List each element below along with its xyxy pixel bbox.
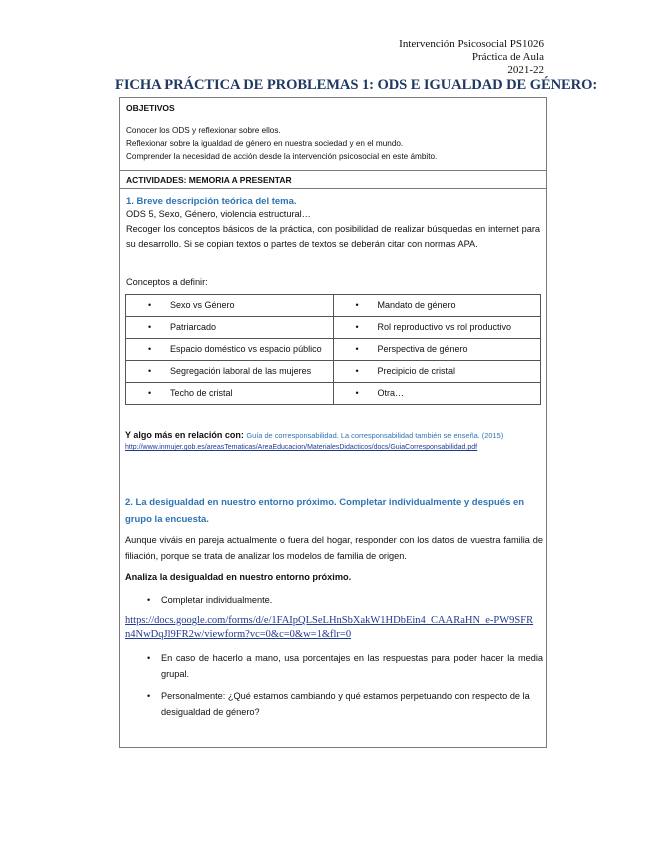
academic-year: 2021-22: [507, 64, 544, 76]
table-row: [126, 317, 541, 339]
practice-type: Práctica de Aula: [471, 51, 544, 63]
objectives-heading: OBJETIVOS: [126, 103, 175, 113]
list-item: • Personalmente: ¿Qué estamos cambiando y qué estamos perpetuando con respecto de la desigualdad de género?: [147, 691, 530, 717]
extra-source: Guía de corresponsabilidad. La corresponsabilidad también se enseña. (2015): [246, 431, 504, 440]
section-2-analiza: Analiza la desigualdad en nuestro entorno próximo.: [125, 572, 352, 582]
page-title: FICHA PRÁCTICA DE PROBLEMAS 1: ODS E IGUALDAD DE GÉNERO:: [115, 77, 598, 93]
table-cell: • Precipicio de cristal: [333, 361, 541, 383]
extra-prefix: Y algo más en relación con:: [125, 430, 247, 440]
concepts-label: Conceptos a definir:: [126, 277, 208, 287]
table-cell: • Perspectiva de género: [333, 339, 541, 361]
objectives-list: [126, 124, 540, 163]
table-cell: • Mandato de género: [333, 295, 541, 317]
list-item: • En caso de hacerlo a mano, usa porcentajes en las respuestas para poder hacer la media grupal.: [147, 653, 543, 679]
guide-link[interactable]: http://www.inmujer.gob.es/areasTematicas/AreaEducacion/MaterialesDidacticos/docs/GuiaCorresponsabilidad.pdf: [125, 444, 478, 451]
table-cell: • Techo de cristal: [126, 383, 334, 405]
section-2-text: Aunque viváis en pareja actualmente o fuera del hogar, responder con los datos de vuestra familia de filiación, porque se trata de analizar los modelos de familia de origen.: [125, 535, 543, 561]
table-cell: • Patriarcado: [126, 317, 334, 339]
list-item: • Completar individualmente.: [147, 595, 273, 605]
survey-form-link[interactable]: https://docs.google.com/forms/d/e/1FAIpQLSeLHnSbXakW1HDbEin4_CAARaHN_e-PW9SFRn4NwDqJl9FR2w/viewform?vc=0&c=0&w=1&flr=0: [125, 615, 534, 640]
objectives-box: [119, 97, 547, 171]
objective-item: Reflexionar sobre la igualdad de género en nuestra sociedad y en el mundo.: [126, 139, 404, 148]
table-row: [126, 361, 541, 383]
objective-item: Comprender la necesidad de acción desde la intervención psicosocial en este ámbito.: [126, 152, 438, 161]
table-row: [126, 383, 541, 405]
table-cell: • Sexo vs Género: [126, 295, 334, 317]
objective-item: Conocer los ODS y reflexionar sobre ellos.: [126, 126, 281, 135]
table-cell: • Otra…: [333, 383, 541, 405]
section-1-text: Recoger los conceptos básicos de la práctica, con posibilidad de realizar búsquedas en internet para su desarrollo. Si se copian textos o partes de textos se deberán citar con normas APA.: [126, 224, 540, 249]
table-row: [126, 295, 541, 317]
table-cell: • Espacio doméstico vs espacio público: [126, 339, 334, 361]
table-cell: • Segregación laboral de las mujeres: [126, 361, 334, 383]
course-code: Intervención Psicosocial PS1026: [399, 38, 544, 50]
section-1-keywords: ODS 5, Sexo, Género, violencia estructural…: [126, 209, 311, 219]
concepts-table: [125, 294, 541, 405]
table-cell: • Rol reproductivo vs rol productivo: [333, 317, 541, 339]
section-1-title: 1. Breve descripción teórica del tema.: [126, 196, 297, 207]
activities-heading: ACTIVIDADES: MEMORIA A PRESENTAR: [126, 175, 292, 185]
section-2-title: 2. La desigualdad en nuestro entorno próximo. Completar individualmente y después en grupo la encuesta.: [125, 497, 525, 525]
divider: [120, 188, 546, 189]
extra-reference: [125, 428, 543, 454]
table-row: [126, 339, 541, 361]
